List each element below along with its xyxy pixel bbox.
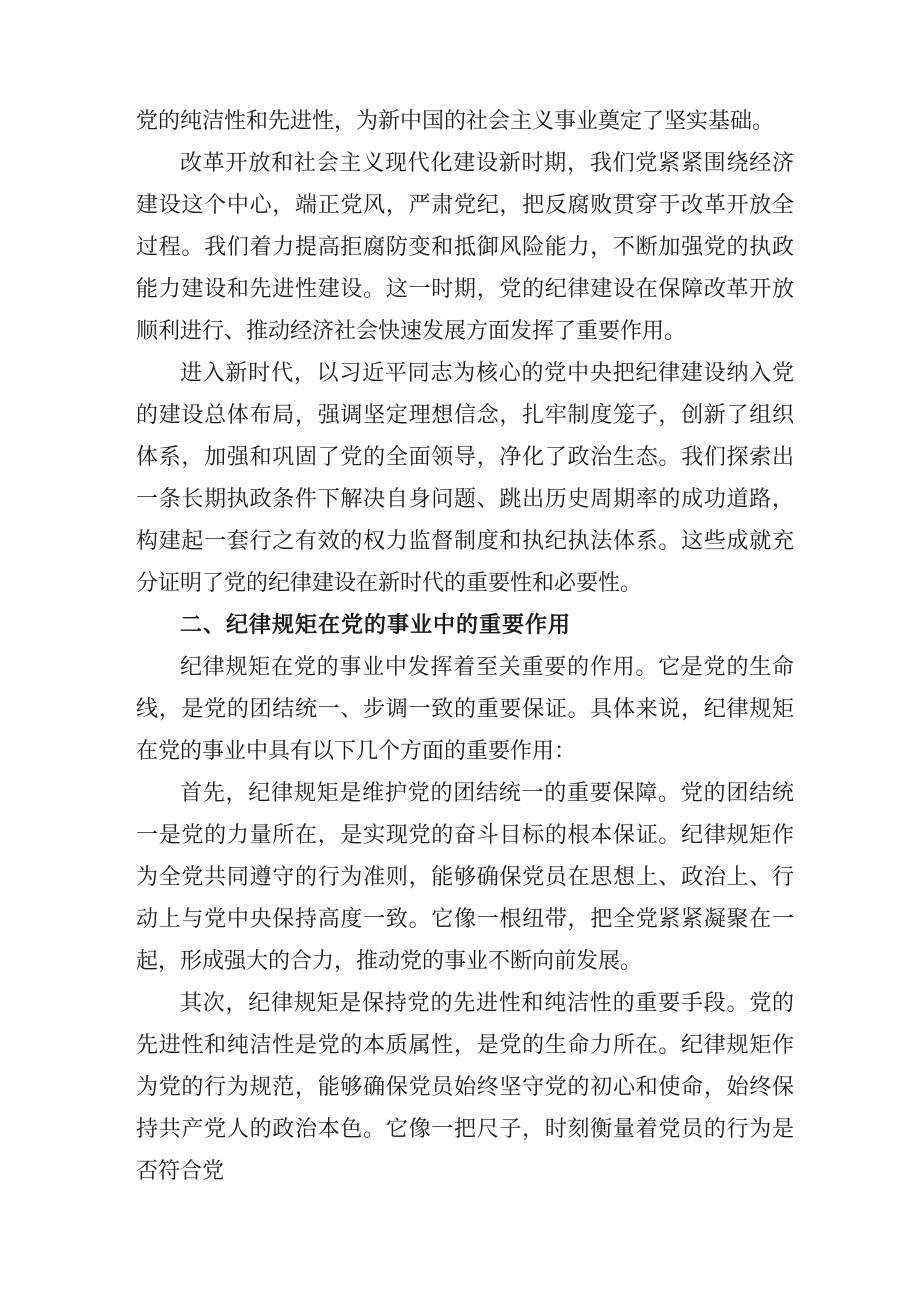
- paragraph-section-intro: 纪律规矩在党的事业中发挥着至关重要的作用。它是党的生命线，是党的团结统一、步调一致的重要保证。具体来说，纪律规矩在党的事业中具有以下几个方面的重要作用：: [136, 654, 794, 763]
- paragraph-new-era: 进入新时代，以习近平同志为核心的党中央把纪律建设纳入党的建设总体布局，强调坚定理想信念，扎牢制度笼子，创新了组织体系，加强和巩固了党的全面领导，净化了政治生态。我们探索出一条长期执政条件下解决自身问题、跳出历史周期率的成功道路，构建起一套行之有效的权力监督制度和执纪执法体系。这些成就充分证明了党的纪律建设在新时代的重要性和必要性。: [136, 360, 794, 595]
- paragraph-continuation: 党的纯洁性和先进性，为新中国的社会主义事业奠定了坚实基础。: [136, 108, 775, 133]
- document-page: [136, 100, 794, 1192]
- section-heading: 二、纪律规矩在党的事业中的重要作用: [180, 612, 572, 637]
- paragraph-second-point: 其次，纪律规矩是保持党的先进性和纯洁性的重要手段。党的先进性和纯洁性是党的本质属性，是党的生命力所在。纪律规矩作为党的行为规范，能够确保党员始终坚守党的初心和使命，始终保持共产党人的政治本色。它像一把尺子，时刻衡量着党员的行为是否符合党: [136, 990, 794, 1183]
- paragraph-reform-era: 改革开放和社会主义现代化建设新时期，我们党紧紧围绕经济建设这个中心，端正党风，严肃党纪，把反腐败贯穿于改革开放全过程。我们着力提高拒腐防变和抵御风险能力，不断加强党的执政能力建设和先进性建设。这一时期，党的纪律建设在保障改革开放顺利进行、推动经济社会快速发展方面发挥了重要作用。: [136, 150, 794, 343]
- paragraph-first-point: 首先，纪律规矩是维护党的团结统一的重要保障。党的团结统一是党的力量所在，是实现党的奋斗目标的根本保证。纪律规矩作为全党共同遵守的行为准则，能够确保党员在思想上、政治上、行动上与党中央保持高度一致。它像一根纽带，把全党紧紧凝聚在一起，形成强大的合力，推动党的事业不断向前发展。: [136, 780, 794, 973]
